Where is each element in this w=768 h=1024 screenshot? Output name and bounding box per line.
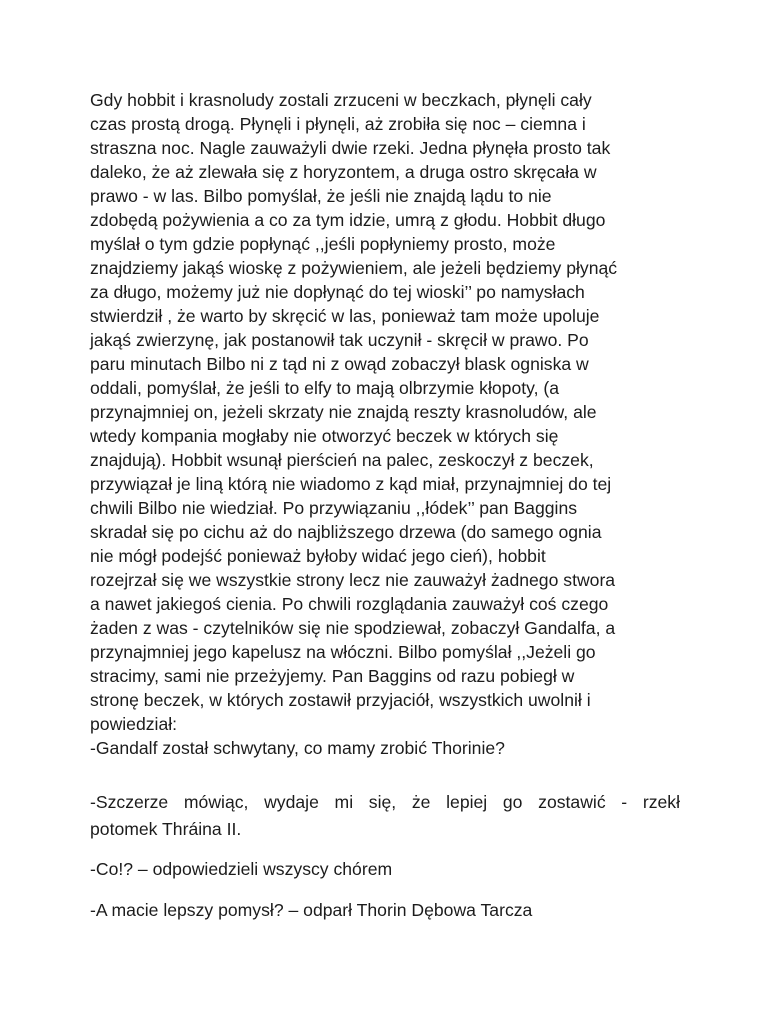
paragraph-line: zdobędą pożywienia a co za tym idzie, umrą z głodu. Hobbit długo bbox=[90, 210, 606, 230]
paragraph-line: jakąś zwierzynę, jak postanowił tak uczynił - skręcił w prawo. Po bbox=[90, 330, 589, 350]
paragraph-line: przynajmniej on, jeżeli skrzaty nie znajdą reszty krasnoludów, ale bbox=[90, 402, 597, 422]
paragraph-line: daleko, że aż zlewała się z horyzontem, a druga ostro skręcała w bbox=[90, 162, 597, 182]
paragraph-line: myślał o tym gdzie popłynąć ,,jeśli popłyniemy prosto, może bbox=[90, 234, 556, 254]
paragraph-line: stronę beczek, w których zostawił przyjaciół, wszystkich uwolnił i bbox=[90, 690, 591, 710]
paragraph-line: chwili Bilbo nie wiedział. Po przywiązaniu ,,łódek’’ pan Baggins bbox=[90, 498, 578, 518]
paragraph-line: przywiązał je liną którą nie wiadomo z kąd miał, przynajmniej do tej bbox=[90, 474, 612, 494]
paragraph-line: powiedział: bbox=[90, 714, 178, 734]
paragraph-line: czas prostą drogą. Płynęli i płynęli, aż zrobiła się noc – ciemna i bbox=[90, 114, 586, 134]
paragraph-line: skradał się po cichu aż do najbliższego drzewa (do samego ognia bbox=[90, 522, 602, 542]
dialogue-line-thorin-1: -Szczerze mówiąc, wydaje mi się, że lepiej go zostawić - rzekł bbox=[90, 792, 680, 812]
paragraph-line: a nawet jakiegoś cienia. Po chwili rozglądania zauważył coś czego bbox=[90, 594, 609, 614]
paragraph-line: żaden z was - czytelników się nie spodziewał, zobaczył Gandalfa, a bbox=[90, 618, 616, 638]
paragraph-line: stracimy, sami nie przeżyjemy. Pan Baggins od razu pobiegł w bbox=[90, 666, 575, 686]
paragraph-line: prawo - w las. Bilbo pomyślał, że jeśli nie znajdą lądu to nie bbox=[90, 186, 552, 206]
paragraph-line: paru minutach Bilbo ni z tąd ni z owąd zobaczył blask ogniska w bbox=[90, 354, 589, 374]
dialogue-line-chorus: -Co!? – odpowiedzieli wszyscy chórem bbox=[90, 859, 393, 879]
paragraph-line: rozejrzał się we wszystkie strony lecz nie zauważył żadnego stwora bbox=[90, 570, 616, 590]
dialogue-line-gandalf: -Gandalf został schwytany, co mamy zrobić Thorinie? bbox=[90, 738, 505, 758]
paragraph-line: za długo, możemy już nie dopłynąć do tej wioski’’ po namysłach bbox=[90, 282, 585, 302]
dialogue-line-thorin-1-continued: potomek Thráina II. bbox=[90, 819, 242, 839]
paragraph-line: znajdują). Hobbit wsunął pierścień na palec, zeskoczył z beczek, bbox=[90, 450, 594, 470]
paragraph-line: straszna noc. Nagle zauważyli dwie rzeki. Jedna płynęła prosto tak bbox=[90, 138, 611, 158]
paragraph-line: stwierdził , że warto by skręcić w las, ponieważ tam może upoluje bbox=[90, 306, 600, 326]
dialogue-line-thorin-2: -A macie lepszy pomysł? – odparł Thorin Dębowa Tarcza bbox=[90, 900, 533, 920]
paragraph-line: nie mógł podejść ponieważ byłoby widać jego cień), hobbit bbox=[90, 546, 546, 566]
paragraph-line: przynajmniej jego kapelusz na włóczni. Bilbo pomyślał ,,Jeżeli go bbox=[90, 642, 596, 662]
paragraph-line: oddali, pomyślał, że jeśli to elfy to mają olbrzymie kłopoty, (a bbox=[90, 378, 560, 398]
story-paragraph bbox=[90, 88, 680, 760]
paragraph-line: znajdziemy jakąś wioskę z pożywieniem, ale jeżeli będziemy płynąć bbox=[90, 258, 618, 278]
paragraph-line: wtedy kompania mogłaby nie otworzyć beczek w których się bbox=[90, 426, 559, 446]
paragraph-line: Gdy hobbit i krasnoludy zostali zrzuceni w beczkach, płynęli cały bbox=[90, 90, 592, 110]
